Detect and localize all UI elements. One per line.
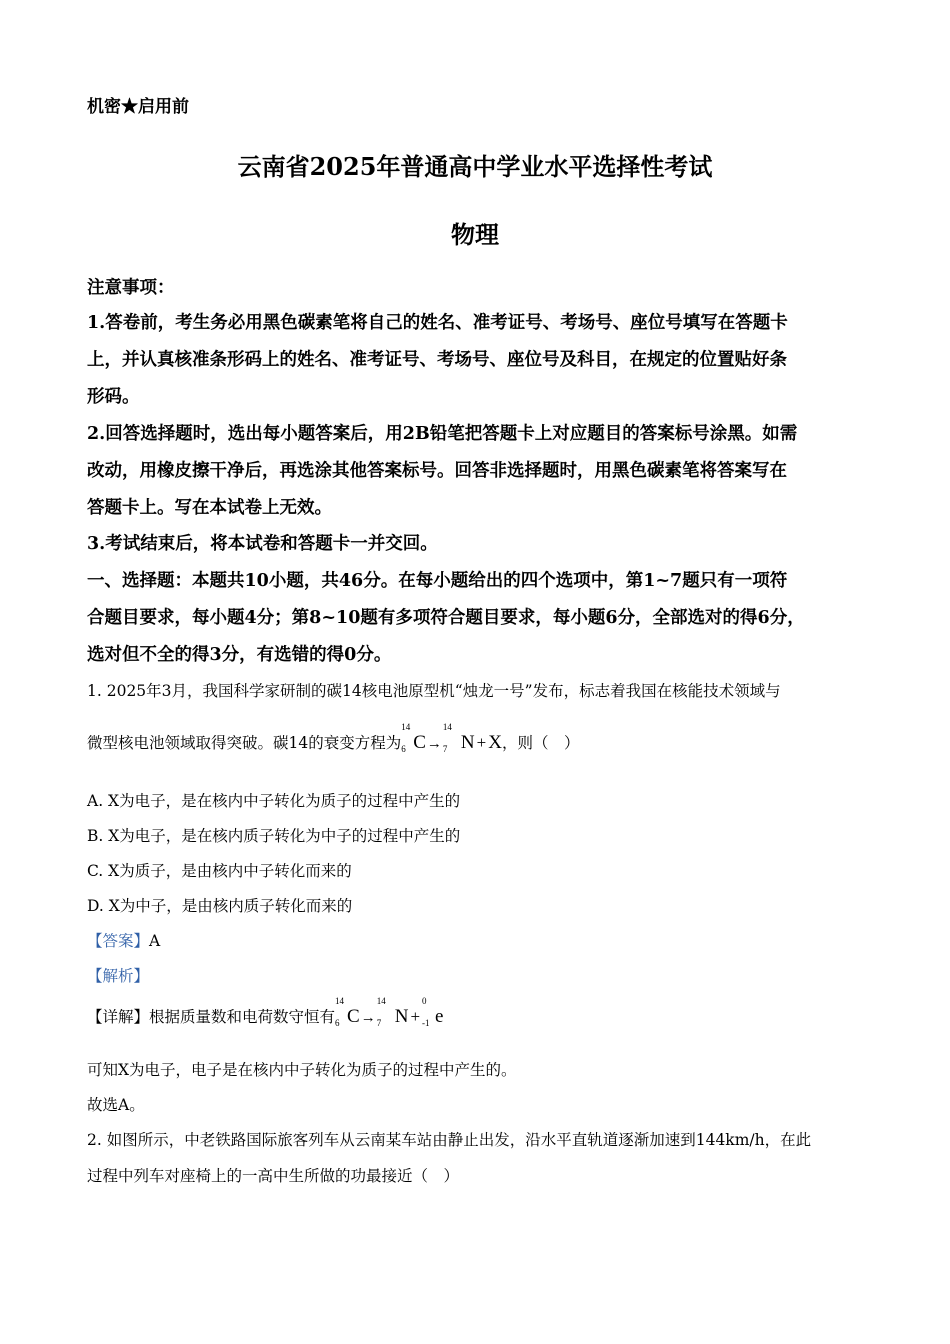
answer-value: A bbox=[149, 932, 161, 950]
notes-line: 答题卡上。写在本试卷上无效。 bbox=[87, 498, 332, 518]
notes-line: 1.答卷前，考生务必用黑色碳素笔将自己的姓名、准考证号、考场号、座位号填写在答题卡 bbox=[87, 313, 788, 333]
q2-stem-line1: 2. 如图所示，中老铁路国际旅客列车从云南某车站由静止出发，沿水平直轨道逐渐加速到144km/h，在此 bbox=[87, 1131, 812, 1149]
q1-option-b: B. X为电子，是在核内质子转化为中子的过程中产生的 bbox=[87, 827, 461, 845]
nitrogen-nuclide bbox=[442, 722, 475, 754]
carbon-mass-number: 14 bbox=[335, 996, 345, 1006]
section-instructions-line: 选对但不全的得3分，有选错的得0分。 bbox=[87, 645, 392, 665]
notes-line: 形码。 bbox=[87, 387, 140, 407]
carbon-nuclide bbox=[335, 996, 360, 1028]
carbon-nuclide bbox=[401, 722, 426, 754]
q1-stem-line2 bbox=[87, 722, 580, 754]
nitrogen-symbol: N bbox=[460, 732, 475, 753]
notes-line: 2.回答选择题时，选出每小题答案后，用2B铅笔把答题卡上对应题目的答案标号涂黑。如需 bbox=[87, 424, 798, 444]
nitrogen-mass-number: 14 bbox=[376, 996, 386, 1006]
answer-tag: 【答案】 bbox=[87, 932, 150, 950]
notes-line: 3.考试结束后，将本试卷和答题卡一并交回。 bbox=[87, 534, 438, 554]
q1-answer-line bbox=[87, 929, 160, 951]
exam-title: 云南省2025年普通高中学业水平选择性考试 bbox=[237, 152, 713, 181]
notes-heading: 注意事项： bbox=[87, 278, 175, 298]
carbon-symbol: C bbox=[347, 1006, 360, 1027]
plus-sign: + bbox=[476, 733, 487, 752]
section-instructions-line: 合题目要求，每小题4分；第8~10题有多项符合题目要求，每小题6分，全部选对的得6分， bbox=[87, 608, 805, 628]
decay-equation bbox=[401, 722, 502, 754]
nitrogen-charge-number: 7 bbox=[442, 744, 448, 754]
subject-title: 物理 bbox=[451, 220, 499, 249]
q2-stem-line2: 过程中列车对座椅上的一高中生所做的功最接近（ ） bbox=[87, 1167, 460, 1185]
nitrogen-mass-number: 14 bbox=[442, 722, 452, 732]
q1-stem-prefix: 微型核电池领域取得突破。碳14的衰变方程为 bbox=[87, 734, 402, 752]
analysis-tag: 【解析】 bbox=[87, 967, 150, 985]
plus-sign: + bbox=[410, 1007, 421, 1026]
q1-stem-line1: 1. 2025年3月，我国科学家研制的碳14核电池原型机“烛龙一号”发布，标志着我国在核能技术领域与 bbox=[87, 682, 781, 700]
reaction-arrow: → bbox=[426, 736, 442, 752]
electron-charge-number: -1 bbox=[422, 1018, 430, 1028]
q1-choice: 故选A。 bbox=[87, 1096, 145, 1114]
unknown-particle-symbol: X bbox=[488, 732, 502, 753]
nitrogen-nuclide bbox=[376, 996, 409, 1028]
electron-symbol: e bbox=[435, 1006, 444, 1027]
notes-line: 改动，用橡皮擦干净后，再选涂其他答案标号。回答非选择题时，用黑色碳素笔将答案写在 bbox=[87, 461, 787, 481]
q1-option-a: A. X为电子，是在核内中子转化为质子的过程中产生的 bbox=[87, 792, 461, 810]
q1-conclusion: 可知X为电子，电子是在核内中子转化为质子的过程中产生的。 bbox=[87, 1061, 517, 1079]
q1-option-d: D. X为中子，是由核内质子转化而来的 bbox=[87, 897, 353, 915]
confidential-label: 机密★启用前 bbox=[87, 97, 189, 117]
section-instructions-line: 一、选择题：本题共10小题，共46分。在每小题给出的四个选项中，第1~7题只有一项符 bbox=[87, 571, 788, 591]
q1-stem-suffix: ，则（ ） bbox=[501, 734, 580, 752]
notes-line: 上，并认真核准条形码上的姓名、准考证号、考场号、座位号及科目，在规定的位置贴好条 bbox=[87, 350, 787, 370]
q1-option-c: C. X为质子，是由核内中子转化而来的 bbox=[87, 862, 352, 880]
nitrogen-charge-number: 7 bbox=[376, 1018, 382, 1028]
carbon-charge-number: 6 bbox=[401, 744, 406, 754]
electron-particle bbox=[422, 996, 444, 1028]
nitrogen-symbol: N bbox=[394, 1006, 409, 1027]
detail-equation bbox=[335, 996, 444, 1028]
carbon-symbol: C bbox=[413, 732, 426, 753]
reaction-arrow: → bbox=[360, 1010, 376, 1026]
electron-mass-number: 0 bbox=[422, 996, 427, 1006]
carbon-mass-number: 14 bbox=[401, 722, 411, 732]
detail-prefix: 【详解】根据质量数和电荷数守恒有 bbox=[87, 1008, 336, 1026]
q1-detail-line bbox=[87, 996, 444, 1028]
carbon-charge-number: 6 bbox=[335, 1018, 340, 1028]
